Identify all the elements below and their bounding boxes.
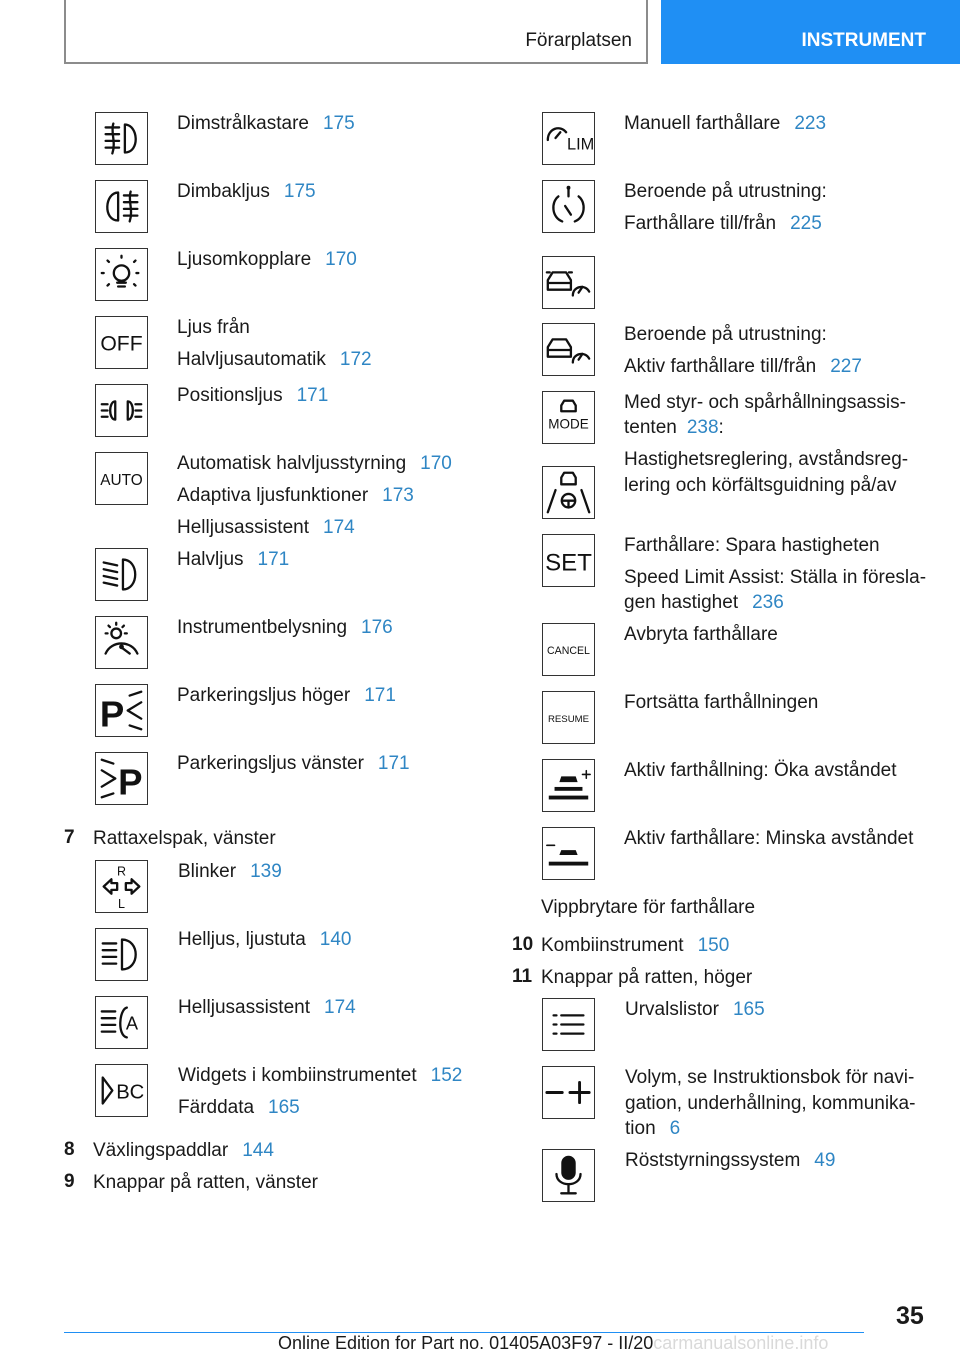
page-number: 35: [896, 1302, 924, 1330]
off-icon: [95, 316, 148, 369]
header-section-title: Förarplatsen: [525, 30, 632, 51]
item-number-8: 8: [64, 1139, 75, 1160]
light-entry-6-line-0: Halvljus 171: [177, 549, 290, 570]
auto-icon: [95, 452, 148, 505]
page-reference[interactable]: 49: [814, 1150, 836, 1171]
cruise-entry-4-line-0: Med styr- och spårhållningsassis-: [624, 392, 906, 413]
low-beam-icon: [95, 548, 148, 601]
item11-entry-2-line-0: Röststyrningssystem 49: [625, 1150, 836, 1171]
svg-text:A: A: [125, 1012, 139, 1034]
selection-list-icon: [542, 998, 595, 1051]
footer-edition: Online Edition for Part no. 01405A03F97 - II/20carmanualsonline.info: [278, 1333, 829, 1353]
header-section-tab: [64, 0, 648, 64]
page-reference[interactable]: 6: [669, 1118, 681, 1139]
resume-icon: [542, 691, 595, 744]
fog-light-front-icon: [95, 112, 148, 165]
cruise-entry-3-line-0: Beroende på utrustning:: [624, 324, 827, 345]
item11-entry-0-line-0: Urvalslistor 165: [625, 999, 765, 1020]
item-9-title: Knappar på ratten, vänster: [93, 1172, 318, 1193]
page-reference[interactable]: 174: [324, 997, 356, 1018]
volume-icon: [542, 1066, 595, 1119]
light-entry-5-line-1: Adaptiva ljusfunktioner 173: [177, 485, 414, 506]
mode-icon: [542, 391, 595, 444]
light-entry-7-line-0: Instrumentbelysning 176: [177, 617, 393, 638]
page-reference[interactable]: 139: [250, 861, 282, 882]
page-reference[interactable]: 171: [296, 385, 329, 406]
page-reference[interactable]: 170: [420, 453, 452, 474]
page-reference[interactable]: 140: [319, 929, 352, 950]
cruise-entry-1-line-0: Beroende på utrustning:: [624, 181, 827, 202]
page-reference[interactable]: 165: [732, 999, 765, 1020]
light-entry-1-line-0: Dimbakljus 175: [177, 181, 316, 202]
light-entry-3-line-1: Halvljusautomatik 172: [177, 349, 372, 370]
item-number-10: 10: [512, 934, 534, 955]
page-reference[interactable]: 225: [790, 213, 822, 234]
cruise-entry-6-line-1: Speed Limit Assist: Ställa in föresla-: [624, 567, 927, 588]
light-entry-8-line-0: Parkeringsljus höger 171: [177, 685, 396, 706]
active-cruise-icon: [542, 323, 595, 376]
item-number-11: 11: [512, 966, 533, 987]
parking-light-left-icon: [95, 752, 148, 805]
cruise-entry-1-line-1: Farthållare till/från 225: [624, 213, 822, 234]
distance-cruise-icon: [542, 256, 595, 309]
page-reference[interactable]: 175: [322, 113, 355, 134]
item-number-9: 9: [64, 1171, 75, 1192]
set-icon: [542, 534, 595, 587]
header-chapter-title: INSTRUMENT: [801, 30, 926, 51]
item-11-title: Knappar på ratten, höger: [541, 967, 753, 988]
parking-light-icon: [95, 384, 148, 437]
light-entry-5-line-2: Helljusassistent 174: [177, 517, 355, 538]
page-reference[interactable]: 238: [686, 417, 719, 438]
item11-entry-1-line-2: tion 6: [625, 1118, 681, 1139]
bc-icon: [95, 1064, 148, 1117]
light-entry-5-line-0: Automatisk halvljusstyrning 170: [177, 453, 452, 474]
svg-text:P: P: [99, 693, 125, 735]
rear-fog-light-icon: [95, 180, 148, 233]
page-reference[interactable]: 173: [382, 485, 414, 506]
svg-text:P: P: [118, 761, 143, 803]
svg-text:SET: SET: [545, 549, 592, 577]
svg-text:AUTO: AUTO: [100, 471, 143, 489]
item11-entry-1-line-1: gation, underhållning, kommunika-: [625, 1093, 916, 1114]
high-beam-assistant-icon: [95, 996, 148, 1049]
distance-increase-icon: [542, 759, 595, 812]
cruise-entry-10-line-0: Aktiv farthållare: Minska avståndet: [624, 828, 914, 849]
svg-text:MODE: MODE: [548, 416, 589, 432]
cruise-entry-3-line-1: Aktiv farthållare till/från 227: [624, 356, 862, 377]
item-8-title: Växlingspaddlar 144: [93, 1140, 274, 1161]
page-reference[interactable]: 171: [364, 685, 396, 706]
cruise-control-icon: [542, 180, 595, 233]
page-reference[interactable]: 171: [377, 753, 410, 774]
parking-light-right-icon: [95, 684, 148, 737]
cruise-entry-7-line-0: Avbryta farthållare: [624, 624, 778, 645]
high-beam-icon: [95, 928, 148, 981]
instrument-lighting-icon: [95, 616, 148, 669]
svg-text:LIM: LIM: [567, 135, 594, 154]
turn-signal-icon: [95, 860, 148, 913]
light-entry-4-line-0: Positionsljus 171: [177, 385, 329, 406]
page-reference[interactable]: 176: [361, 617, 393, 638]
page-reference[interactable]: 223: [794, 113, 827, 134]
item-7-title: Rattaxelspak, vänster: [93, 828, 276, 849]
page-reference[interactable]: 174: [323, 517, 355, 538]
light-entry-3-line-0: Ljus från: [177, 317, 250, 338]
light-entry-9-line-0: Parkeringsljus vänster 171: [177, 753, 410, 774]
item7-entry-3-line-1: Färddata 165: [178, 1097, 300, 1118]
svg-text:CANCEL: CANCEL: [547, 644, 590, 657]
page-reference[interactable]: 170: [325, 249, 357, 270]
svg-text:RESUME: RESUME: [547, 713, 590, 725]
item7-entry-3-line-0: Widgets i kombiinstrumentet 152: [178, 1065, 463, 1086]
page-reference[interactable]: 152: [430, 1065, 463, 1086]
svg-text:OFF: OFF: [100, 332, 143, 356]
cruise-entry-0-line-0: Manuell farthållare 223: [624, 113, 827, 134]
page-reference[interactable]: 175: [283, 181, 316, 202]
page-reference[interactable]: 172: [339, 349, 372, 370]
page-reference[interactable]: 227: [830, 356, 862, 377]
light-entry-0-line-0: Dimstrålkastare 175: [177, 113, 355, 134]
cruise-entry-6-line-0: Farthållare: Spara hastigheten: [624, 535, 880, 556]
page-reference[interactable]: 150: [697, 935, 730, 956]
cruise-entry-8-line-0: Fortsätta farthållningen: [624, 692, 819, 713]
page-reference[interactable]: 236: [752, 592, 784, 613]
svg-text:BC: BC: [116, 1081, 145, 1104]
footer-watermark: carmanualsonline.info: [653, 1333, 829, 1353]
page-reference[interactable]: 165: [268, 1097, 300, 1118]
item7-entry-0-line-0: Blinker 139: [178, 861, 282, 882]
svg-text:R: R: [116, 864, 127, 879]
cruise-entry-6-line-2: gen hastighet 236: [624, 592, 784, 613]
rocker-switch-caption: Vippbrytare för farthållare: [541, 897, 756, 918]
cruise-entry-4-line-1: tenten 238:: [624, 417, 724, 438]
cruise-entry-5-line-1: lering och körfältsguidning på/av: [624, 475, 897, 496]
header-chapter-tab: [661, 0, 960, 64]
page-reference[interactable]: 144: [242, 1140, 274, 1161]
item7-entry-2-line-0: Helljusassistent 174: [178, 997, 356, 1018]
light-switch-icon: [95, 248, 148, 301]
item-number-7: 7: [64, 827, 75, 848]
svg-text:L: L: [118, 897, 125, 912]
cancel-icon: [542, 623, 595, 676]
item7-entry-1-line-0: Helljus, ljustuta 140: [178, 929, 352, 950]
light-entry-2-line-0: Ljusomkopplare 170: [177, 249, 357, 270]
distance-decrease-icon: [542, 827, 595, 880]
cruise-entry-5-line-0: Hastighetsreglering, avståndsreg-: [624, 449, 909, 470]
item-10-title: Kombiinstrument 150: [541, 935, 730, 956]
speed-limiter-icon: [542, 112, 595, 165]
microphone-icon: [542, 1149, 595, 1202]
lane-guidance-icon: [542, 466, 595, 519]
page-reference[interactable]: 171: [257, 549, 290, 570]
cruise-entry-9-line-0: Aktiv farthållning: Öka avståndet: [624, 760, 897, 781]
item11-entry-1-line-0: Volym, se Instruktionsbok för navi-: [625, 1067, 915, 1088]
